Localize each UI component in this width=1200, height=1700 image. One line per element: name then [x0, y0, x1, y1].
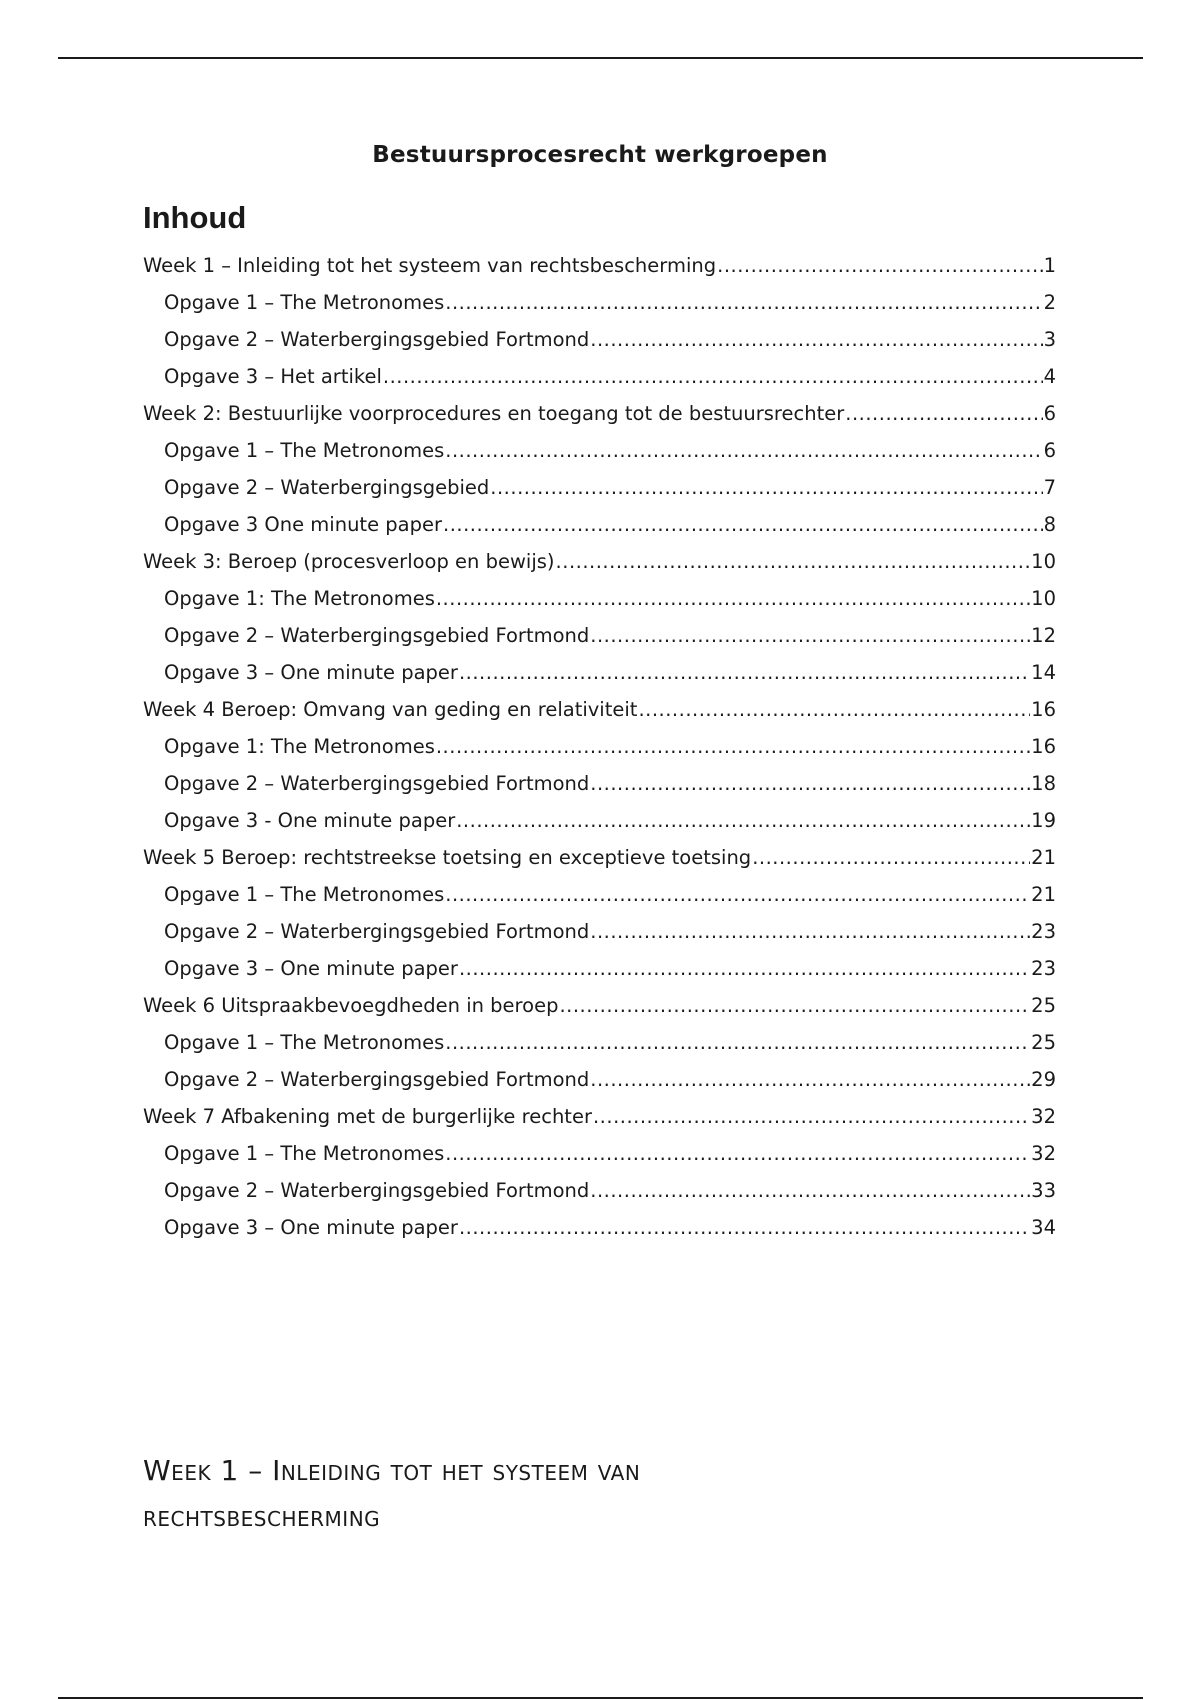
- dot-leader: [490, 469, 1042, 506]
- toc-entry-title: Opgave 1 – The Metronomes: [164, 1142, 445, 1165]
- toc-subentry[interactable]: [143, 1024, 1056, 1061]
- toc-entry-title: Opgave 3 – One minute paper: [164, 957, 458, 980]
- document-title: Bestuursprocesrecht werkgroepen: [372, 142, 828, 168]
- toc-entry-title: Opgave 1: The Metronomes: [164, 587, 435, 610]
- toc-page-number: 8: [1043, 513, 1056, 536]
- dot-leader: [459, 654, 1030, 691]
- dot-leader: [845, 395, 1042, 432]
- dot-leader: [593, 1098, 1030, 1135]
- toc-entry[interactable]: [143, 839, 1056, 876]
- dot-leader: [590, 1172, 1030, 1209]
- dot-leader: [445, 1024, 1030, 1061]
- toc-page-number: 7: [1043, 476, 1056, 499]
- toc-entry-title: Opgave 3 One minute paper: [164, 513, 442, 536]
- toc-entry-title: Week 6 Uitspraakbevoegdheden in beroep: [143, 994, 559, 1017]
- toc-entry-title: Opgave 2 – Waterbergingsgebied Fortmond: [164, 328, 590, 351]
- section-heading: Week 1 – Inleiding tot het systeem van rechtsbescherming: [143, 1454, 641, 1533]
- toc-subentry[interactable]: [143, 654, 1056, 691]
- toc-entry-title: Opgave 1: The Metronomes: [164, 735, 435, 758]
- toc-entry-title: Week 7 Afbakening met de burgerlijke rechter: [143, 1105, 592, 1128]
- toc-subentry[interactable]: [143, 469, 1056, 506]
- toc-entry-title: Opgave 3 – Het artikel: [164, 365, 382, 388]
- toc-entry[interactable]: [143, 691, 1056, 728]
- toc-page-number: 25: [1031, 1031, 1056, 1054]
- dot-leader: [445, 1135, 1030, 1172]
- toc-page-number: 21: [1031, 883, 1056, 906]
- toc-subentry[interactable]: [143, 765, 1056, 802]
- toc-page-number: 23: [1031, 957, 1056, 980]
- dot-leader: [445, 876, 1030, 913]
- toc-page-number: 19: [1031, 809, 1056, 832]
- top-rule: [58, 57, 1143, 59]
- toc-page-number: 10: [1031, 587, 1056, 610]
- dot-leader: [559, 987, 1030, 1024]
- dot-leader: [445, 432, 1042, 469]
- toc-page-number: 3: [1043, 328, 1056, 351]
- toc-entry-title: Opgave 3 – One minute paper: [164, 1216, 458, 1239]
- toc-entry-title: Opgave 2 – Waterbergingsgebied Fortmond: [164, 624, 590, 647]
- toc-page-number: 16: [1031, 735, 1056, 758]
- toc-page-number: 12: [1031, 624, 1056, 647]
- toc-subentry[interactable]: [143, 506, 1056, 543]
- dot-leader: [459, 1209, 1030, 1246]
- toc-entry-title: Opgave 2 – Waterbergingsgebied Fortmond: [164, 1179, 590, 1202]
- dot-leader: [638, 691, 1030, 728]
- dot-leader: [443, 506, 1043, 543]
- toc-page-number: 2: [1043, 291, 1056, 314]
- toc-page-number: 29: [1031, 1068, 1056, 1091]
- table-of-contents: [143, 247, 1056, 1246]
- toc-page-number: 25: [1031, 994, 1056, 1017]
- toc-entry-title: Week 3: Beroep (procesverloop en bewijs): [143, 550, 555, 573]
- toc-entry[interactable]: [143, 987, 1056, 1024]
- toc-entry-title: Week 1 – Inleiding tot het systeem van rechtsbescherming: [143, 254, 717, 277]
- toc-subentry[interactable]: [143, 432, 1056, 469]
- dot-leader: [456, 802, 1030, 839]
- toc-subentry[interactable]: [143, 617, 1056, 654]
- dot-leader: [752, 839, 1030, 876]
- toc-page-number: 4: [1043, 365, 1056, 388]
- dot-leader: [590, 1061, 1030, 1098]
- toc-page-number: 1: [1043, 254, 1056, 277]
- toc-subentry[interactable]: [143, 1135, 1056, 1172]
- toc-entry-title: Opgave 3 – One minute paper: [164, 661, 458, 684]
- dot-leader: [556, 543, 1031, 580]
- dot-leader: [459, 950, 1030, 987]
- toc-subentry[interactable]: [143, 580, 1056, 617]
- dot-leader: [383, 358, 1043, 395]
- toc-entry-title: Week 2: Bestuurlijke voorprocedures en toegang tot de bestuursrechter: [143, 402, 845, 425]
- toc-entry[interactable]: [143, 1098, 1056, 1135]
- toc-page-number: 33: [1031, 1179, 1056, 1202]
- toc-subentry[interactable]: [143, 950, 1056, 987]
- toc-subentry[interactable]: [143, 284, 1056, 321]
- toc-page-number: 16: [1031, 698, 1056, 721]
- dot-leader: [445, 284, 1042, 321]
- toc-heading: Inhoud: [143, 200, 247, 235]
- toc-entry-title: Week 5 Beroep: rechtstreekse toetsing en exceptieve toetsing: [143, 846, 752, 869]
- dot-leader: [590, 913, 1030, 950]
- toc-page-number: 32: [1031, 1142, 1056, 1165]
- toc-entry-title: Opgave 1 – The Metronomes: [164, 291, 445, 314]
- toc-subentry[interactable]: [143, 728, 1056, 765]
- toc-subentry[interactable]: [143, 321, 1056, 358]
- toc-entry-title: Week 4 Beroep: Omvang van geding en relativiteit: [143, 698, 638, 721]
- toc-entry-title: Opgave 1 – The Metronomes: [164, 439, 445, 462]
- toc-entry-title: Opgave 2 – Waterbergingsgebied Fortmond: [164, 1068, 590, 1091]
- toc-subentry[interactable]: [143, 1209, 1056, 1246]
- toc-page-number: 14: [1031, 661, 1056, 684]
- toc-page-number: 34: [1031, 1216, 1056, 1239]
- toc-page-number: 32: [1031, 1105, 1056, 1128]
- toc-page-number: 10: [1031, 550, 1056, 573]
- toc-subentry[interactable]: [143, 1172, 1056, 1209]
- dot-leader: [590, 765, 1030, 802]
- toc-subentry[interactable]: [143, 802, 1056, 839]
- toc-entry-title: Opgave 2 – Waterbergingsgebied: [164, 476, 490, 499]
- toc-entry[interactable]: [143, 247, 1056, 284]
- toc-entry[interactable]: [143, 543, 1056, 580]
- toc-page-number: 23: [1031, 920, 1056, 943]
- dot-leader: [436, 728, 1030, 765]
- toc-page-number: 6: [1043, 439, 1056, 462]
- toc-page-number: 6: [1043, 402, 1056, 425]
- toc-page-number: 21: [1031, 846, 1056, 869]
- toc-subentry[interactable]: [143, 913, 1056, 950]
- dot-leader: [590, 617, 1030, 654]
- toc-subentry[interactable]: [143, 876, 1056, 913]
- toc-entry-title: Opgave 2 – Waterbergingsgebied Fortmond: [164, 772, 590, 795]
- dot-leader: [436, 580, 1030, 617]
- bottom-rule: [58, 1697, 1143, 1699]
- toc-entry-title: Opgave 3 - One minute paper: [164, 809, 456, 832]
- toc-entry-title: Opgave 2 – Waterbergingsgebied Fortmond: [164, 920, 590, 943]
- dot-leader: [590, 321, 1042, 358]
- dot-leader: [717, 247, 1042, 284]
- toc-entry-title: Opgave 1 – The Metronomes: [164, 1031, 445, 1054]
- toc-page-number: 18: [1031, 772, 1056, 795]
- toc-subentry[interactable]: [143, 358, 1056, 395]
- toc-entry-title: Opgave 1 – The Metronomes: [164, 883, 445, 906]
- toc-subentry[interactable]: [143, 1061, 1056, 1098]
- toc-entry[interactable]: [143, 395, 1056, 432]
